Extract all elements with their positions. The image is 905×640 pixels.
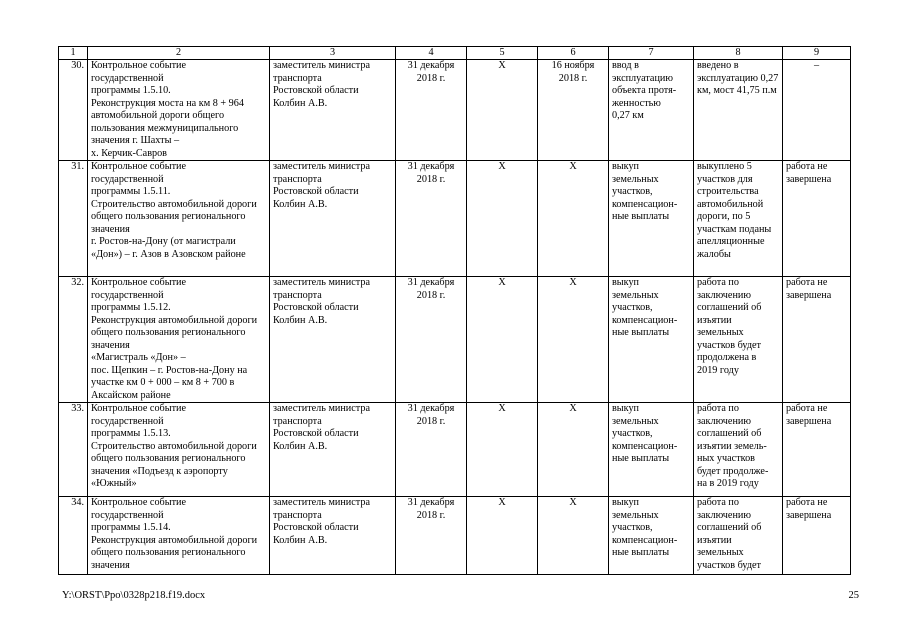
table-row xyxy=(59,277,851,403)
table-row xyxy=(59,161,851,277)
fact-result-cell: введено в эксплуатацию 0,27 км, мост 41,75 п.м xyxy=(694,60,783,161)
column-5-cell: Х xyxy=(467,497,538,575)
table-row xyxy=(59,403,851,497)
column-5-cell: Х xyxy=(467,277,538,403)
reason-cell: работа не завершена xyxy=(783,161,851,277)
column-header: 5 xyxy=(467,47,538,60)
column-header: 1 xyxy=(59,47,88,60)
row-number: 32. xyxy=(59,277,88,403)
column-6-cell: Х xyxy=(538,497,609,575)
column-6-cell: Х xyxy=(538,403,609,497)
reason-cell: работа не завершена xyxy=(783,277,851,403)
responsible-cell: заместитель министра транспорта Ростовской области Колбин А.В. xyxy=(270,403,396,497)
plan-result-cell: выкуп земельных участков, компенсацион- ные выплаты xyxy=(609,277,694,403)
column-6-cell: Х xyxy=(538,277,609,403)
plan-date-cell: 31 декабря 2018 г. xyxy=(396,277,467,403)
event-cell: Контрольное событие государственной программы 1.5.13. Строительство автомобильной дороги общего пользования регионального значения «Подъезд к аэропорту «Южный» xyxy=(88,403,270,497)
column-header: 8 xyxy=(694,47,783,60)
column-header: 3 xyxy=(270,47,396,60)
event-cell: Контрольное событие государственной программы 1.5.12. Реконструкция автомобильной дороги общего пользования регионального значения «Магистраль «Дон» – пос. Щепкин – г. Ростов-на-Дону на участке км 0 + 000 – км 8 + 700 в Аксайском районе xyxy=(88,277,270,403)
plan-date-cell: 31 декабря 2018 г. xyxy=(396,403,467,497)
row-number: 31. xyxy=(59,161,88,277)
fact-result-cell: выкуплено 5 участков для строительства автомобильной дороги, по 5 участкам поданы апелляционные жалобы xyxy=(694,161,783,277)
column-header: 9 xyxy=(783,47,851,60)
plan-result-cell: выкуп земельных участков, компенсацион- ные выплаты xyxy=(609,403,694,497)
column-6-cell: 16 ноября 2018 г. xyxy=(538,60,609,161)
responsible-cell: заместитель министра транспорта Ростовской области Колбин А.В. xyxy=(270,497,396,575)
plan-date-cell: 31 декабря 2018 г. xyxy=(396,161,467,277)
table-row xyxy=(59,497,851,575)
fact-result-cell: работа по заключению соглашений об изъятии земельных участков будет xyxy=(694,497,783,575)
responsible-cell: заместитель министра транспорта Ростовской области Колбин А.В. xyxy=(270,60,396,161)
plan-result-cell: выкуп земельных участков, компенсацион- ные выплаты xyxy=(609,161,694,277)
fact-result-cell: работа по заключению соглашений об изъятии земельных участков будет продолжена в 2019 году xyxy=(694,277,783,403)
responsible-cell: заместитель министра транспорта Ростовской области Колбин А.В. xyxy=(270,277,396,403)
page-number: 25 xyxy=(848,590,859,601)
row-number: 34. xyxy=(59,497,88,575)
file-path-footer: Y:\ORST\Ppo\0328p218.f19.docx xyxy=(62,590,206,601)
responsible-cell: заместитель министра транспорта Ростовской области Колбин А.В. xyxy=(270,161,396,277)
header-row xyxy=(59,47,851,60)
reason-cell: работа не завершена xyxy=(783,497,851,575)
event-cell: Контрольное событие государственной программы 1.5.11. Строительство автомобильной дороги общего пользования регионального значения г. Ростов-на-Дону (от магистрали «Дон») – г. Азов в Азовском районе xyxy=(88,161,270,277)
plan-result-cell: ввод в эксплуатацию объекта протя- женностью 0,27 км xyxy=(609,60,694,161)
row-number: 30. xyxy=(59,60,88,161)
column-5-cell: Х xyxy=(467,403,538,497)
fact-result-cell: работа по заключению соглашений об изъятии земель- ных участков будет продолже- на в 2019 году xyxy=(694,403,783,497)
column-header: 6 xyxy=(538,47,609,60)
plan-date-cell: 31 декабря 2018 г. xyxy=(396,60,467,161)
plan-date-cell: 31 декабря 2018 г. xyxy=(396,497,467,575)
column-5-cell: Х xyxy=(467,60,538,161)
document-table xyxy=(58,46,851,575)
row-number: 33. xyxy=(59,403,88,497)
reason-cell: работа не завершена xyxy=(783,403,851,497)
event-cell: Контрольное событие государственной программы 1.5.14. Реконструкция автомобильной дороги общего пользования регионального значения xyxy=(88,497,270,575)
column-5-cell: Х xyxy=(467,161,538,277)
table-row xyxy=(59,60,851,161)
column-6-cell: Х xyxy=(538,161,609,277)
plan-result-cell: выкуп земельных участков, компенсацион- ные выплаты xyxy=(609,497,694,575)
column-header: 2 xyxy=(88,47,270,60)
reason-cell: – xyxy=(783,60,851,161)
event-cell: Контрольное событие государственной программы 1.5.10. Реконструкция моста на км 8 + 964 автомобильной дороги общего пользования межмуниципального значения г. Шахты – х. Керчик-Савров xyxy=(88,60,270,161)
column-header: 4 xyxy=(396,47,467,60)
column-header: 7 xyxy=(609,47,694,60)
